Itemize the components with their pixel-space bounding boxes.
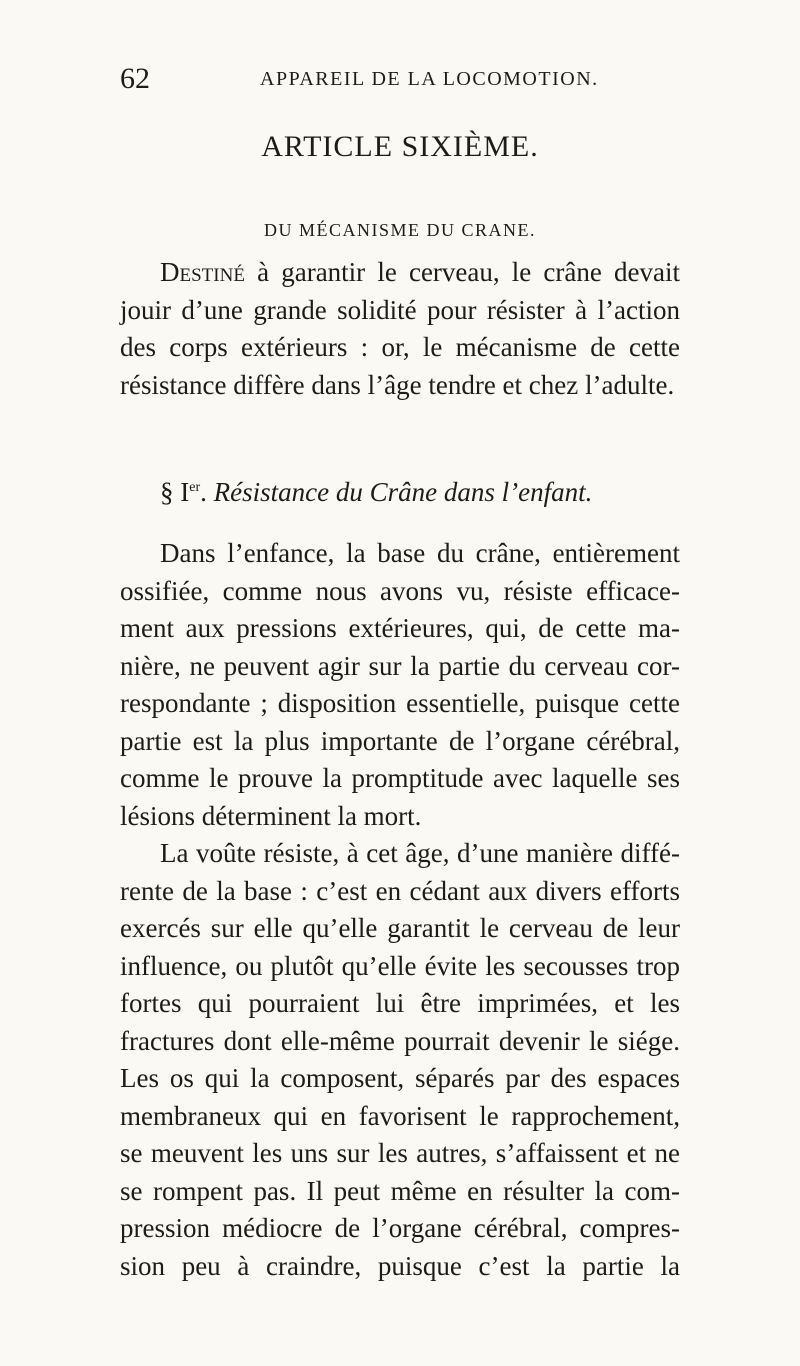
text-line: comme le prouve la promptitude avec laquelle ses: [120, 763, 680, 793]
running-title: APPAREIL DE LA LOCOMOTION.: [260, 68, 599, 90]
text-line: membraneux qui en favorisent le rapprochement,: [120, 1100, 680, 1131]
section-symbol: § I: [160, 477, 190, 507]
running-head: [120, 62, 680, 96]
page-number: 62: [120, 62, 150, 95]
text-line: se rompent pas. Il peut même en résulter la com-: [120, 1175, 680, 1206]
text-line: des corps extérieurs : or, le mécanisme de cette: [120, 332, 680, 362]
text-line: pression médiocre de l’organe cérébral, compres-: [120, 1213, 680, 1243]
text-line: ment aux pressions extérieures, qui, de cette ma-: [120, 613, 680, 643]
text-line: Les os qui la composent, séparés par des espaces: [120, 1063, 680, 1093]
line-text: à garantir le cerveau, le crâne devait: [244, 257, 680, 287]
article-title: ARTICLE SIXIÈME.: [261, 130, 539, 163]
lead-word: Destiné: [160, 257, 245, 287]
text-line: exercés sur elle qu’elle garantit le cerveau de leur: [120, 913, 680, 943]
paragraph-1: [120, 254, 680, 404]
text-line: résistance diffère dans l’âge tendre et chez l’adulte.: [120, 369, 675, 400]
text-line: nière, ne peuvent agir sur la partie du cerveau cor-: [120, 650, 680, 681]
text-line: se meuvent les uns sur les autres, s’affaissent et ne: [120, 1138, 680, 1168]
text-line: [120, 254, 680, 292]
section-dot: .: [200, 477, 214, 507]
subsection-heading: [160, 468, 720, 508]
text-line: La voûte résiste, à cet âge, d’une manière diffé-: [160, 838, 680, 868]
text-line: ossifiée, comme nous avons vu, résiste efficace-: [120, 575, 680, 606]
subsection-title: Résistance du Crâne dans l’enfant.: [213, 477, 593, 507]
paragraph-2: [120, 535, 680, 1285]
section-title: DU MÉCANISME DU CRANE.: [263, 220, 536, 240]
text-line: respondante ; disposition essentielle, puisque cette: [120, 688, 680, 718]
text-line: fractures dont elle-même pourrait devenir le siége.: [120, 1025, 680, 1056]
text-line: influence, ou plutôt qu’elle évite les secousses trop: [120, 950, 680, 981]
text-line: Dans l’enfance, la base du crâne, entièrement: [160, 538, 680, 568]
section-ordinal-suffix: er: [189, 480, 201, 495]
text-line: fortes qui pourraient lui être imprimées, et les: [120, 988, 680, 1018]
text-line: rente de la base : c’est en cédant aux divers efforts: [120, 875, 680, 906]
text-line: jouir d’une grande solidité pour résister à l’action: [120, 294, 680, 325]
text-line: partie est la plus importante de l’organe cérébral,: [120, 725, 680, 756]
text-line: sion peu à craindre, puisque c’est la partie la: [120, 1250, 680, 1281]
text-line: lésions déterminent la mort.: [120, 800, 422, 831]
